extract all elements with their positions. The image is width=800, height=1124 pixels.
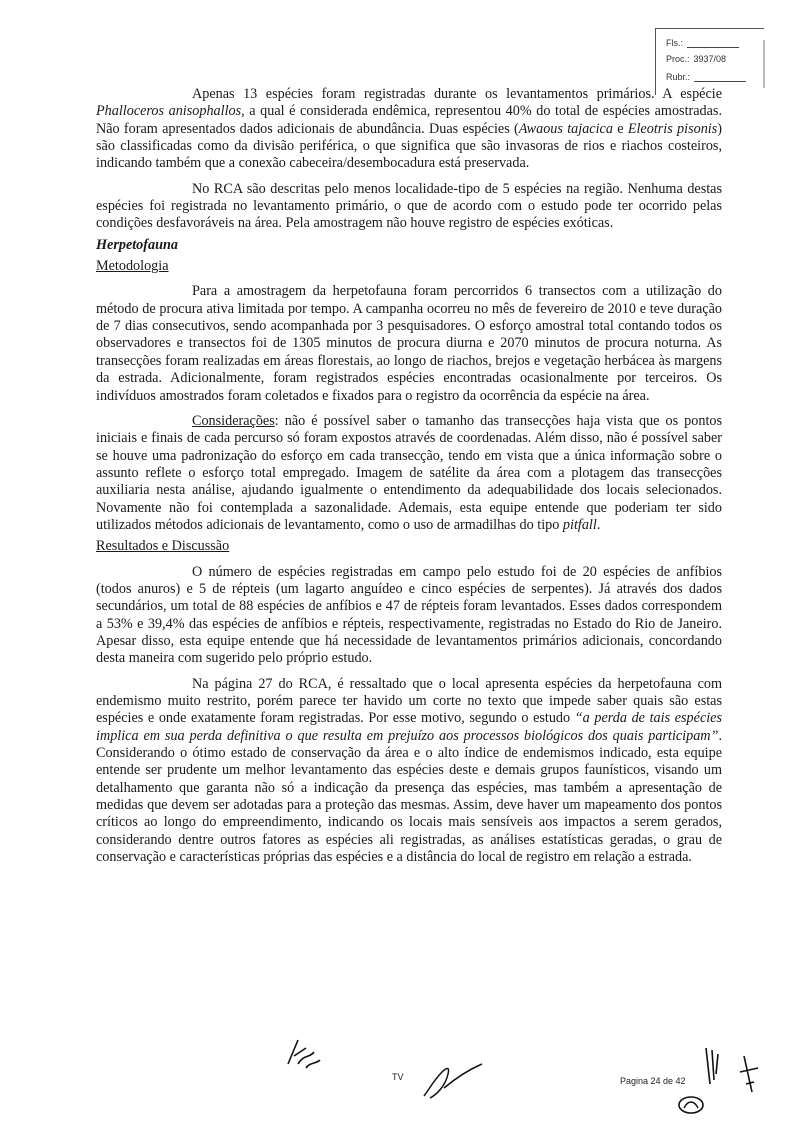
stamp-rubr-row (666, 72, 746, 82)
document-body (96, 86, 722, 866)
section-heading-herpetofauna: Herpetofauna (96, 236, 178, 253)
species-name: Eleotris pisonis (627, 120, 718, 137)
stamp-proc-value: 3937/08 (693, 54, 727, 64)
stamp-fls-row (666, 38, 739, 48)
paragraph-endemism (96, 676, 722, 867)
pitfall-term: pitfall (562, 516, 597, 533)
handwritten-initials-signature (284, 1034, 324, 1074)
text-segment: Apenas 13 espécies foram registradas durante os levantamentos primários. A espécie (192, 86, 722, 102)
punch-hole-mark (736, 402, 758, 424)
quote-text: “a perda de tais espécies implica em sua perda definitiva o que resulta em prejuízo aos processos biológicos dos quais participam” (96, 710, 723, 744)
text-segment: , a qual é considerada endêmica, representou 40% do total de espécies amostradas. Não foram apresentados dados adicionais de abundância. Duas espécies ( (96, 103, 722, 137)
punch-hole-mark (736, 700, 758, 722)
footer-stamp-initials (676, 1094, 706, 1116)
paragraph-resultados: O número de espécies registradas em campo pelo estudo foi de 20 espécies de anfíbios (todos anuros) e 5 de répteis (um lagarto anguídeo e cinco espécies de serpentes). Já através dos dados secundários, um total de 88 espécies de anfíbios e 47 de répteis foram levantados. Esses dados correspondem a 53% e 39,4% das espécies de anfíbios e répteis, respectivamente, registradas no Estado do Rio de Janeiro. Apesar disso, esta equipe entende que há necessidade de levantamentos primários adicionais, concordando desta maneira com sugerido pelo próprio estudo. (96, 563, 722, 667)
footer-tv-label: TV (392, 1072, 404, 1082)
stamp-rubr-label: Rubr.: (666, 72, 691, 82)
paragraph-rca-species: No RCA são descritas pelo menos localidade-tipo de 5 espécies na região. Nenhuma destas espécies foi registrada no levantamento primário, o que de acordo com o estudo pode ter ocorrido pelas condições desfavoráveis na área. Pela amostragem não houve registro de espécies exóticas. (96, 180, 722, 232)
footer-signature (420, 1058, 486, 1102)
paragraph-fish-results (96, 86, 722, 173)
species-name: Awaous tajacica (518, 120, 613, 137)
text-segment: : não é possível saber o tamanho das transecções haja vista que os pontos iniciais e finais de cada percurso só foram expostos através de coordenadas. Além disso, não é possível saber se houve uma padronização do esforço em cada transecção, tendo em vista que a única informação sobre o assunto reflete o esforço total empregado. Imagem de satélite da área com a plotagem das transecções auxiliaria nesta análise, ajudando igualmente o entendimento da adequabilidade dos locais selecionados. Novamente não foi contemplada a sazonalidade. Ademais, esta equipe entende que poderiam ter sido utilizados métodos adicionais de levantamento, como o uso de armadilhas do tipo (96, 412, 722, 533)
footer-rubric-signature (700, 1044, 760, 1100)
protocol-stamp (655, 28, 764, 95)
stamp-fls-line (687, 38, 739, 48)
stamp-proc-label: Proc.: (666, 54, 690, 64)
paragraph-consideracoes (96, 413, 722, 534)
species-name: Phalloceros anisophallos (96, 103, 242, 120)
stamp-rubr-line (694, 72, 746, 82)
text-segment: Na página 27 do RCA, é ressaltado que o local apresenta espécies da herpetofauna com endemismo muito restrito, porém parece ter havido um corte no texto que impede saber quais são estas espécies e onde exatamente foram registradas. Por esse motivo, segundo o estudo (96, 675, 722, 727)
text-segment: . Considerando o ótimo estado de conservação da área e o alto índice de endemismos indicado, esta equipe entende ser prudente um melhor levantamento das espécies deste e demais grupos faunísticos, visando um detalhamento que garanta não só a indicação da presença das espécies, mas também a apresentação de medidas que devem ser adotadas para a proteção das mesmas. Assim, deve haver um mapeamento dos pontos críticos ao longo do empreendimento, indicando os locais mais sensíveis aos impactos a serem gerados, considerando dentre outros fatores as espécies ali registradas, as análises estatísticas geradas, o grau de conservação e características próprias das espécies e a distância do local de registro em relação a estrada. (96, 727, 722, 866)
stamp-edge-mark (762, 40, 766, 110)
text-segment: e (612, 120, 628, 137)
stamp-fls-label: Fls.: (666, 38, 683, 48)
paragraph-metodologia: Para a amostragem da herpetofauna foram percorridos 6 transectos com a utilização do método de procura ativa limitada por tempo. A campanha ocorreu no mês de fevereiro de 2010 e teve duração de 7 dias consecutivos, sendo acompanhada por 3 pesquisadores. O esforço amostral total contando todos os observadores e transectos foi de 1305 minutos de procura diurna e 2070 minutos de procura noturna. As transecções foram realizadas em áreas florestais, ao longo de riachos, brejos e vegetação herbácea às margens da estrada. Adicionalmente, foram registrados espécies encontradas ocasionalmente por terceiros. Os indivíduos amostrados foram coletados e fixados para o registro da ocorrência da espécie na área. (96, 283, 722, 404)
stamp-proc-row (666, 54, 726, 64)
text-segment: ) são classificadas como da divisão periférica, o que significa que são invasoras de rios e riachos costeiros, indicando também que a conexão cabeceira/desembocadura está preservada. (96, 120, 722, 172)
consideracoes-label: Considerações (192, 412, 275, 429)
text-segment: . (596, 516, 601, 533)
footer-page-number: Pagina 24 de 42 (620, 1076, 686, 1086)
subheading-resultados: Resultados e Discussão (96, 538, 230, 555)
subheading-metodologia: Metodologia (96, 258, 169, 275)
